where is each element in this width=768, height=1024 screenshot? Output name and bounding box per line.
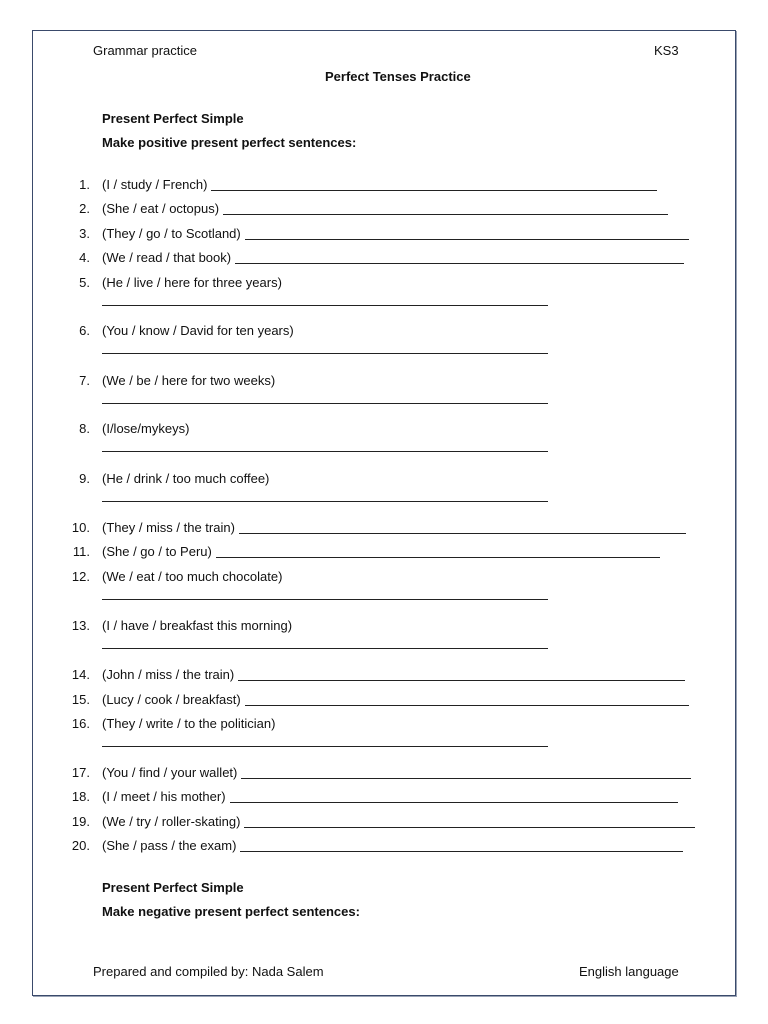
item-prompt: (He / drink / too much coffee) [102,471,270,486]
section1-instruction: Make positive present perfect sentences: [102,135,357,150]
footer-subject: English language [579,964,679,979]
item-prompt: (I / meet / his mother) [102,789,226,804]
item-number: 12. [71,569,90,584]
item-prompt: (We / read / that book) [102,250,232,265]
item-prompt: (You / know / David for ten years) [102,323,294,338]
item-prompt: (I/lose/mykeys) [102,421,190,436]
item-number: 11. [72,544,90,559]
item-prompt: (They / go / to Scotland) [102,226,241,241]
page-title: Perfect Tenses Practice [325,69,471,84]
answer-line[interactable] [241,778,691,779]
header-subject: Grammar practice [93,43,198,58]
section2-heading: Present Perfect Simple [102,880,244,895]
item-number: 3. [79,226,90,241]
item-prompt: (You / find / your wallet) [102,765,238,780]
item-prompt: (She / pass / the exam) [102,838,237,853]
item-prompt: (They / miss / the train) [102,520,235,535]
item-number: 7. [79,373,90,388]
answer-line[interactable] [102,305,548,306]
answer-line[interactable] [240,851,683,852]
section1-heading: Present Perfect Simple [102,111,244,126]
answer-line[interactable] [102,599,548,600]
answer-line[interactable] [245,705,689,706]
answer-line[interactable] [102,353,548,354]
header-level: KS3 [654,43,679,58]
item-number: 13. [71,618,90,633]
item-number: 20. [71,838,90,853]
answer-line[interactable] [244,827,695,828]
item-prompt: (I / have / breakfast this morning) [102,618,293,633]
item-number: 14. [71,667,90,682]
item-number: 10. [71,520,90,535]
item-number: 1. [79,177,90,192]
item-number: 5. [79,275,90,290]
item-prompt: (They / write / to the politician) [102,716,276,731]
item-prompt: (Lucy / cook / breakfast) [102,692,241,707]
item-number: 16. [71,716,90,731]
answer-line[interactable] [223,214,668,215]
answer-line[interactable] [245,239,689,240]
item-number: 19. [71,814,90,829]
item-prompt: (He / live / here for three years) [102,275,282,290]
item-prompt: (I / study / French) [102,177,208,192]
item-prompt: (She / go / to Peru) [102,544,212,559]
item-number: 8. [79,421,90,436]
item-prompt: (We / eat / too much chocolate) [102,569,283,584]
answer-line[interactable] [102,648,548,649]
item-number: 6. [79,323,90,338]
item-number: 2. [79,201,90,216]
item-number: 4. [79,250,90,265]
answer-line[interactable] [216,557,660,558]
answer-line[interactable] [239,533,686,534]
item-prompt: (We / try / roller-skating) [102,814,241,829]
item-number: 9. [79,471,90,486]
item-number: 18. [71,789,90,804]
item-number: 15. [71,692,90,707]
answer-line[interactable] [102,746,548,747]
item-prompt: (She / eat / octopus) [102,201,220,216]
answer-line[interactable] [235,263,684,264]
answer-line[interactable] [102,403,548,404]
footer-author: Prepared and compiled by: Nada Salem [93,964,324,979]
item-prompt: (We / be / here for two weeks) [102,373,276,388]
answer-line[interactable] [238,680,685,681]
answer-line[interactable] [230,802,678,803]
item-prompt: (John / miss / the train) [102,667,235,682]
answer-line[interactable] [102,451,548,452]
item-number: 17. [71,765,90,780]
answer-line[interactable] [211,190,657,191]
answer-line[interactable] [102,501,548,502]
section2-instruction: Make negative present perfect sentences: [102,904,360,919]
